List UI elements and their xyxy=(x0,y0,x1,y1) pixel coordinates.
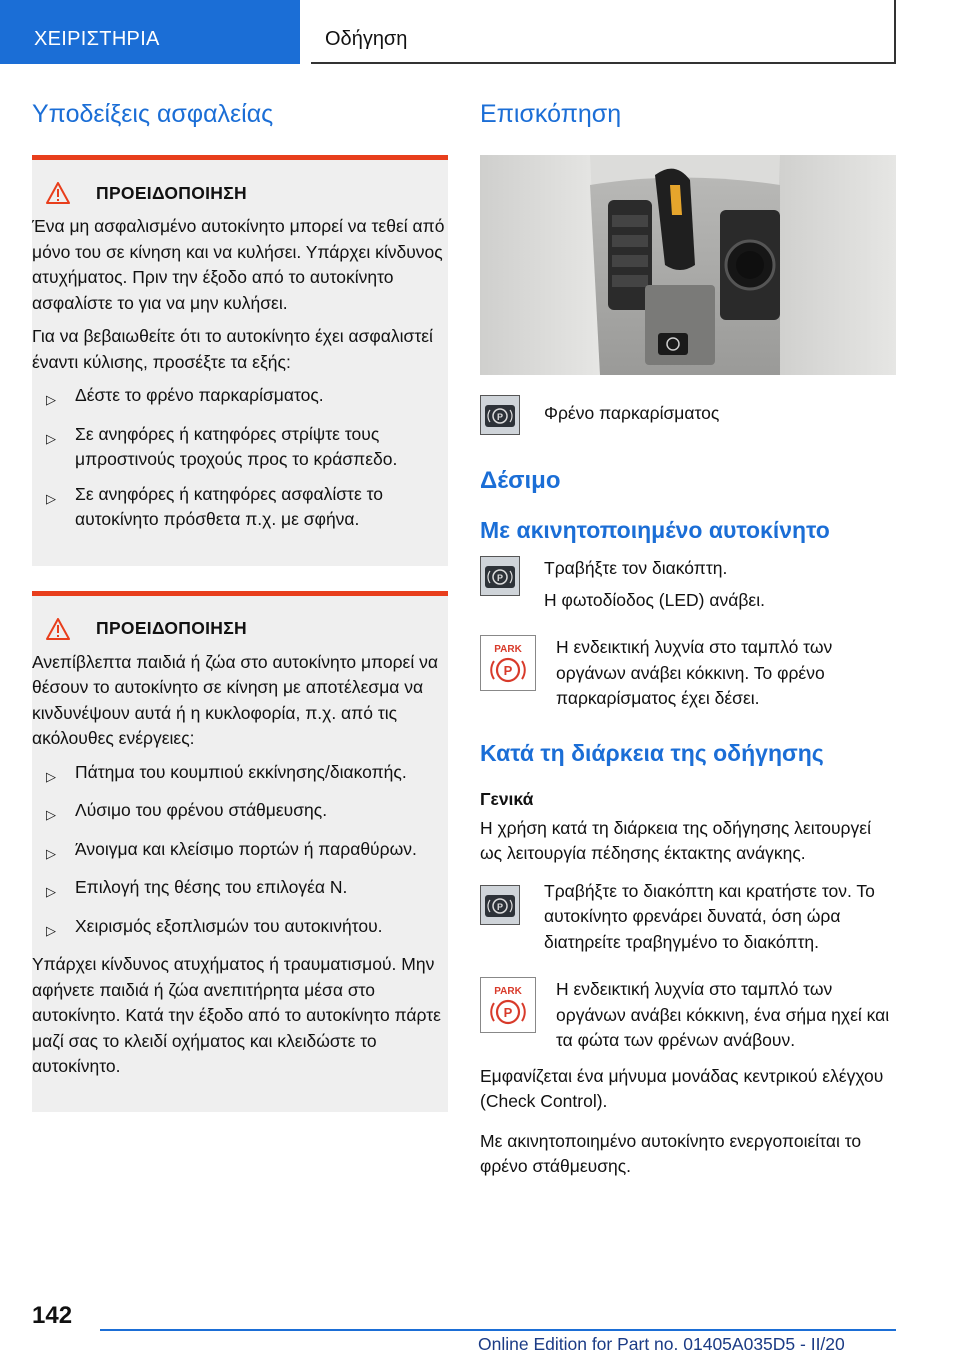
warning-icon xyxy=(46,618,70,640)
list-item xyxy=(32,422,448,473)
step-text: Η φωτοδίοδος (LED) ανάβει. xyxy=(544,589,765,610)
list-item xyxy=(32,383,448,413)
park-label: PARK xyxy=(494,644,522,655)
indicator-text: Η ενδεικτική λυχνία στο ταμπλό των οργάνων ανάβει κόκκινη. Το φρένο παρκαρίσματος έχει δέσει. xyxy=(556,637,833,708)
section-title-header: Οδήγηση xyxy=(311,0,896,64)
heading-desimo: Δέσιμο xyxy=(480,467,561,494)
park-indicator-icon xyxy=(480,635,536,691)
overview-title: Επισκόπηση xyxy=(480,100,622,128)
footer-divider xyxy=(100,1329,896,1331)
warning-text: Για να βεβαιωθείτε ότι το αυτοκίνητο έχει ασφαλιστεί έναντι κύλισης, προσέξτε τα εξής: xyxy=(32,326,433,372)
list-item xyxy=(32,798,448,828)
parking-brake-switch-icon xyxy=(480,395,520,435)
general-text: Εμφανίζεται ένα μήνυμα μονάδας κεντρικού ελέγχου (Check Control). xyxy=(480,1065,884,1111)
warning-text: Ανεπίβλεπτα παιδιά ή ζώα στο αυτοκίνητο μπορεί να θέσουν το αυτοκίνητο σε κίνηση με αποτέλεσμα να κινδυνέψουν αυτά ή η κυκλοφορία, π.χ. από τις ακόλουθες ενέργειες: xyxy=(32,651,438,748)
step-row xyxy=(480,879,896,956)
step-text: Τραβήξτε το διακόπτη και κρατήστε τον. Το αυτοκίνητο φρενάρει δυνατά, όση ώρα διατηρείτε τραβηγμένο το διακόπτη. xyxy=(544,880,875,952)
step-row xyxy=(480,556,896,613)
bullet-triangle-icon: ▷ xyxy=(46,807,56,822)
list-item xyxy=(32,482,448,533)
list-item-text: Λύσιμο του φρένου στάθμευσης. xyxy=(75,800,328,820)
bullet-triangle-icon: ▷ xyxy=(46,768,56,784)
list-item-text: Πάτημα του κουμπιού εκκίνησης/διακοπής. xyxy=(75,761,407,782)
chapter-tab: ΧΕΙΡΙΣΤΗΡΙΑ xyxy=(0,0,300,64)
warning-list xyxy=(32,383,448,533)
warning-box-2 xyxy=(32,591,448,1112)
indicator-row xyxy=(480,977,896,1054)
bullet-triangle-icon: ▷ xyxy=(46,845,56,861)
warning-label: ΠΡΟΕΙΔΟΠΟΙΗΣΗ xyxy=(96,618,247,638)
warning-text: Υπάρχει κίνδυνος ατυχήματος ή τραυματισμού. Μην αφήνετε παιδιά ή ζώα ανεπιτήρητα μέσα στο αυτοκίνητο. Κατά την έξοδο από το αυτοκίνητο πάρτε μαζί σας το κλειδί οχήματος και κλειδώστε το αυτοκίνητο. xyxy=(32,954,441,1076)
warning-text: Ένα μη ασφαλισμένο αυτοκίνητο μπορεί να τεθεί από μόνο του σε κίνηση και να κυλήσει. Υπάρχει κίνδυνος ατυχήματος. Πριν την έξοδο από το αυτοκίνητο ασφαλίστε το για να μην κυλήσει. xyxy=(32,216,445,313)
list-item-text: Δέστε το φρένο παρκαρίσματος. xyxy=(75,385,324,405)
list-item-text: Άνοιγμα και κλείσιμο πορτών ή παραθύρων. xyxy=(75,838,417,859)
console-photo xyxy=(480,155,896,375)
edition-text: Online Edition for Part no. 01405A035D5 - II/20 xyxy=(478,1334,845,1354)
general-text: Με ακινητοποιημένο αυτοκίνητο ενεργοποιείται το φρένο στάθμευσης. xyxy=(480,1130,862,1176)
svg-text:P: P xyxy=(503,663,513,678)
right-column xyxy=(480,100,896,1180)
warning-label: ΠΡΟΕΙΔΟΠΟΙΗΣΗ xyxy=(96,182,247,203)
list-item-text: Επιλογή της θέσης του επιλογέα N. xyxy=(75,877,348,897)
park-label: PARK xyxy=(494,986,522,997)
list-item xyxy=(32,837,448,867)
safety-title: Υποδείξεις ασφαλείας xyxy=(32,100,274,128)
svg-text:P: P xyxy=(496,901,504,912)
bullet-triangle-icon: ▷ xyxy=(46,430,56,446)
parking-brake-switch-icon xyxy=(480,885,520,925)
heading-driving: Κατά τη διάρκεια της οδήγησης xyxy=(480,739,824,766)
left-column xyxy=(32,100,448,1112)
bullet-triangle-icon: ▷ xyxy=(46,922,56,938)
list-item xyxy=(32,914,448,944)
caption-row xyxy=(480,395,896,435)
indicator-row xyxy=(480,635,896,712)
parking-brake-switch-icon xyxy=(480,556,520,596)
heading-general: Γενικά xyxy=(480,788,534,809)
warning-header xyxy=(32,182,448,204)
svg-text:P: P xyxy=(496,412,504,422)
bullet-triangle-icon: ▷ xyxy=(46,392,56,407)
photo-caption: Φρένο παρκαρίσματος xyxy=(544,403,720,423)
svg-text:P: P xyxy=(503,1005,513,1020)
warning-box-1 xyxy=(32,155,448,566)
indicator-text: Η ενδεικτική λυχνία στο ταμπλό των οργάνων ανάβει κόκκινη, ένα σήμα ηχεί και τα φώτα των φρένων ανάβουν. xyxy=(556,979,890,1050)
list-item-text: Σε ανηφόρες ή κατηφόρες στρίψτε τους μπροστινούς τροχούς προς το κράσπεδο. xyxy=(75,423,398,469)
list-item-text: Σε ανηφόρες ή κατηφόρες ασφαλίστε το αυτοκίνητο πρόσθετα π.χ. με σφήνα. xyxy=(75,483,384,529)
general-text: Η χρήση κατά τη διάρκεια της οδήγησης λειτουργεί ως λειτουργία πέδησης έκτακτης ανάγκης. xyxy=(480,817,871,863)
heading-stationary: Με ακινητοποιημένο αυτοκίνητο xyxy=(480,517,830,543)
warning-header xyxy=(32,618,448,640)
list-item xyxy=(32,760,448,790)
step-text: Τραβήξτε τον διακόπτη. xyxy=(544,558,728,578)
list-item xyxy=(32,875,448,905)
svg-text:P: P xyxy=(496,573,504,583)
center-console-illustration xyxy=(480,155,896,375)
bullet-triangle-icon: ▷ xyxy=(46,490,56,506)
list-item-text: Χειρισμός εξοπλισμών του αυτοκινήτου. xyxy=(75,915,383,936)
bullet-triangle-icon: ▷ xyxy=(46,884,56,899)
page-number: 142 xyxy=(32,1302,73,1329)
warning-list xyxy=(32,760,448,944)
park-indicator-icon xyxy=(480,977,536,1033)
warning-icon xyxy=(46,182,70,204)
